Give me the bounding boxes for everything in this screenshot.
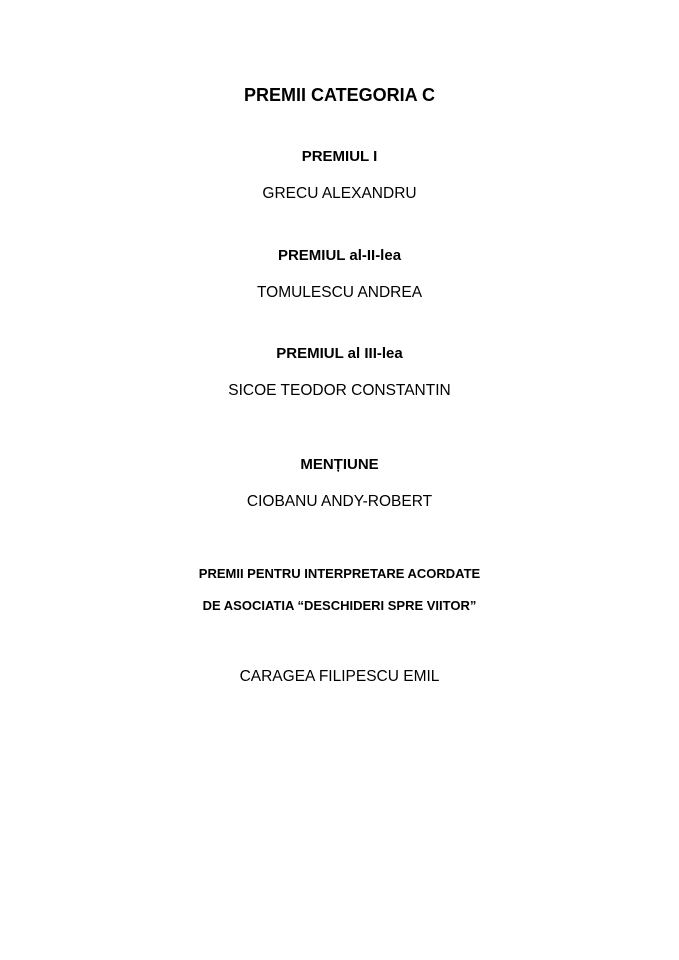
special-award-heading-line1: PREMII PENTRU INTERPRETARE ACORDATE bbox=[198, 566, 481, 581]
page-title: PREMII CATEGORIA C bbox=[243, 85, 435, 105]
award-heading-third: PREMIUL al III-lea bbox=[276, 345, 403, 362]
award-winner-second: TOMULESCU ANDREA bbox=[256, 284, 423, 301]
award-winner-first: GRECU ALEXANDRU bbox=[262, 185, 417, 202]
special-award-heading-line2: DE ASOCIATIA “DESCHIDERI SPRE VIITOR” bbox=[202, 598, 477, 613]
award-heading-first: PREMIUL I bbox=[301, 148, 378, 165]
award-winner-third: SICOE TEODOR CONSTANTIN bbox=[228, 382, 451, 399]
award-winner-mention: CIOBANU ANDY-ROBERT bbox=[246, 493, 433, 510]
special-award-winner: CARAGEA FILIPESCU EMIL bbox=[239, 668, 440, 685]
award-heading-second: PREMIUL al-II-lea bbox=[277, 247, 402, 264]
award-heading-mention: MENȚIUNE bbox=[300, 456, 379, 473]
